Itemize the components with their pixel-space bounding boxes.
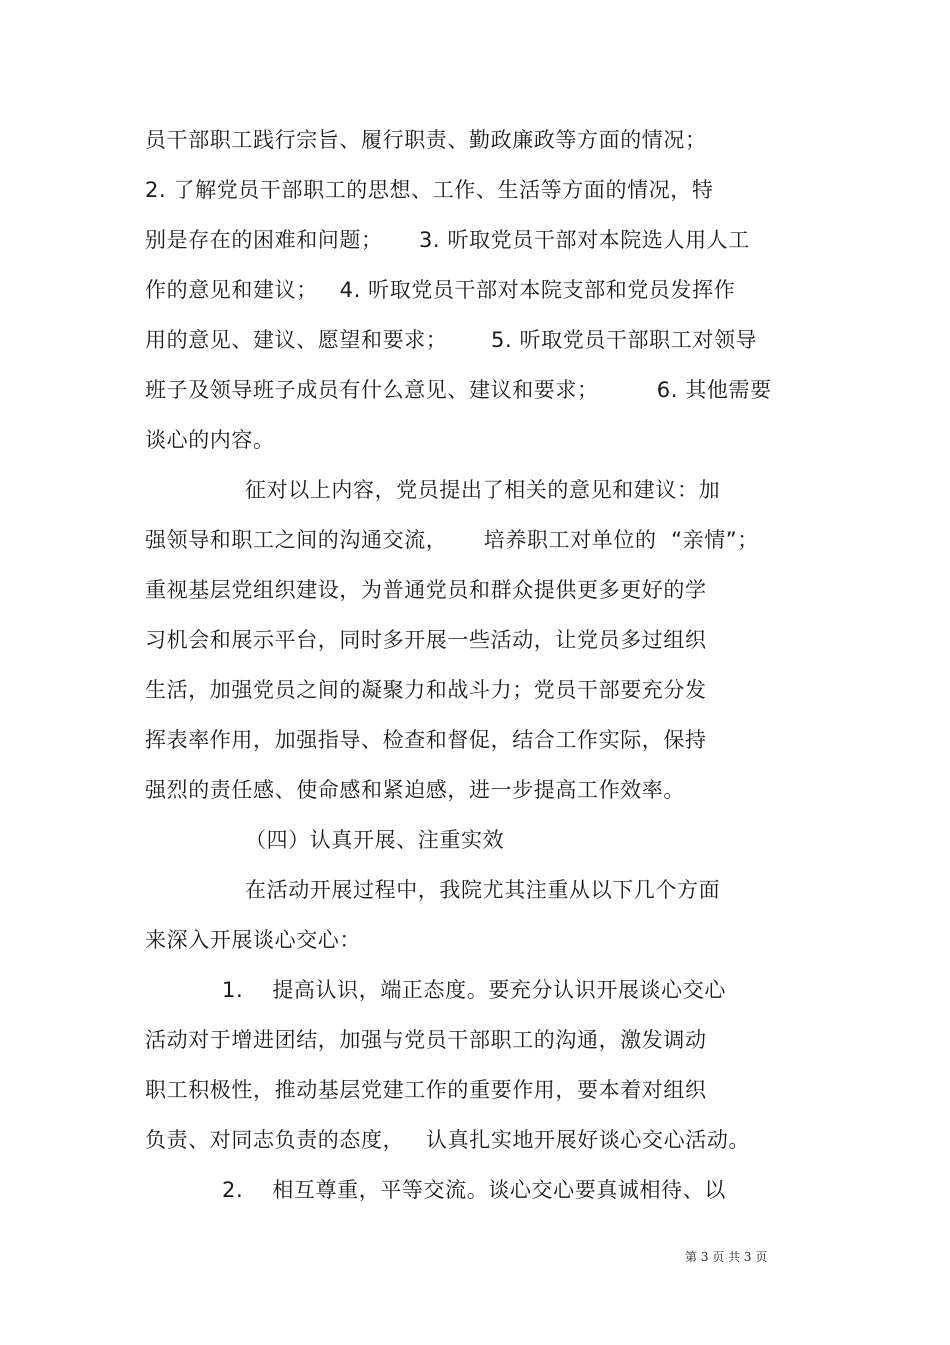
paragraph-first-line: 征对以上内容，党员提出了相关的意见和建议：加 — [245, 478, 721, 502]
body-line: 作的意见和建议； 4. 听取党员干部对本院支部和党员发挥作 — [145, 278, 736, 302]
body-line: 挥表率作用，加强指导、检查和督促，结合工作实际，保持 — [145, 728, 707, 752]
body-line: 生活，加强党员之间的凝聚力和战斗力；党员干部要充分发 — [145, 678, 707, 702]
body-line: 用的意见、建议、愿望和要求； 5. 听取党员干部职工对领导 — [145, 328, 758, 352]
body-line: 强领导和职工之间的沟通交流， 培养职工对单位的 “亲情”； — [145, 528, 759, 552]
body-line: 来深入开展谈心交心： — [145, 928, 361, 952]
paragraph-first-line: 在活动开展过程中，我院尤其注重从以下几个方面 — [245, 878, 721, 902]
body-line: 员干部职工践行宗旨、履行职责、勤政廉政等方面的情况； — [145, 128, 707, 152]
list-item-first-line: 2. 相互尊重，平等交流。谈心交心要真诚相待、以 — [222, 1178, 726, 1202]
body-line: 职工积极性，推动基层党建工作的重要作用，要本着对组织 — [145, 1078, 707, 1102]
body-line: 别是存在的困难和问题； 3. 听取党员干部对本院选人用人工 — [145, 228, 750, 252]
list-item-first-line: 1. 提高认识，端正态度。要充分认识开展谈心交心 — [222, 978, 726, 1002]
body-line: 2. 了解党员干部职工的思想、工作、生活等方面的情况，特 — [145, 178, 714, 202]
body-line: 谈心的内容。 — [145, 428, 275, 452]
page-number-footer: 第 3 页 共 3 页 — [685, 1250, 768, 1264]
body-line: 班子及领导班子成员有什么意见、建议和要求； 6. 其他需要 — [145, 378, 772, 402]
section-heading: （四）认真开展、注重实效 — [245, 828, 505, 852]
body-line: 习机会和展示平台，同时多开展一些活动，让党员多过组织 — [145, 628, 707, 652]
body-line: 负责、对同志负责的态度， 认真扎实地开展好谈心交心活动。 — [145, 1128, 751, 1152]
body-line: 活动对于增进团结，加强与党员干部职工的沟通，激发调动 — [145, 1028, 707, 1052]
body-line: 重视基层党组织建设，为普通党员和群众提供更多更好的学 — [145, 578, 707, 602]
body-line: 强烈的责任感、使命感和紧迫感，进一步提高工作效率。 — [145, 778, 685, 802]
